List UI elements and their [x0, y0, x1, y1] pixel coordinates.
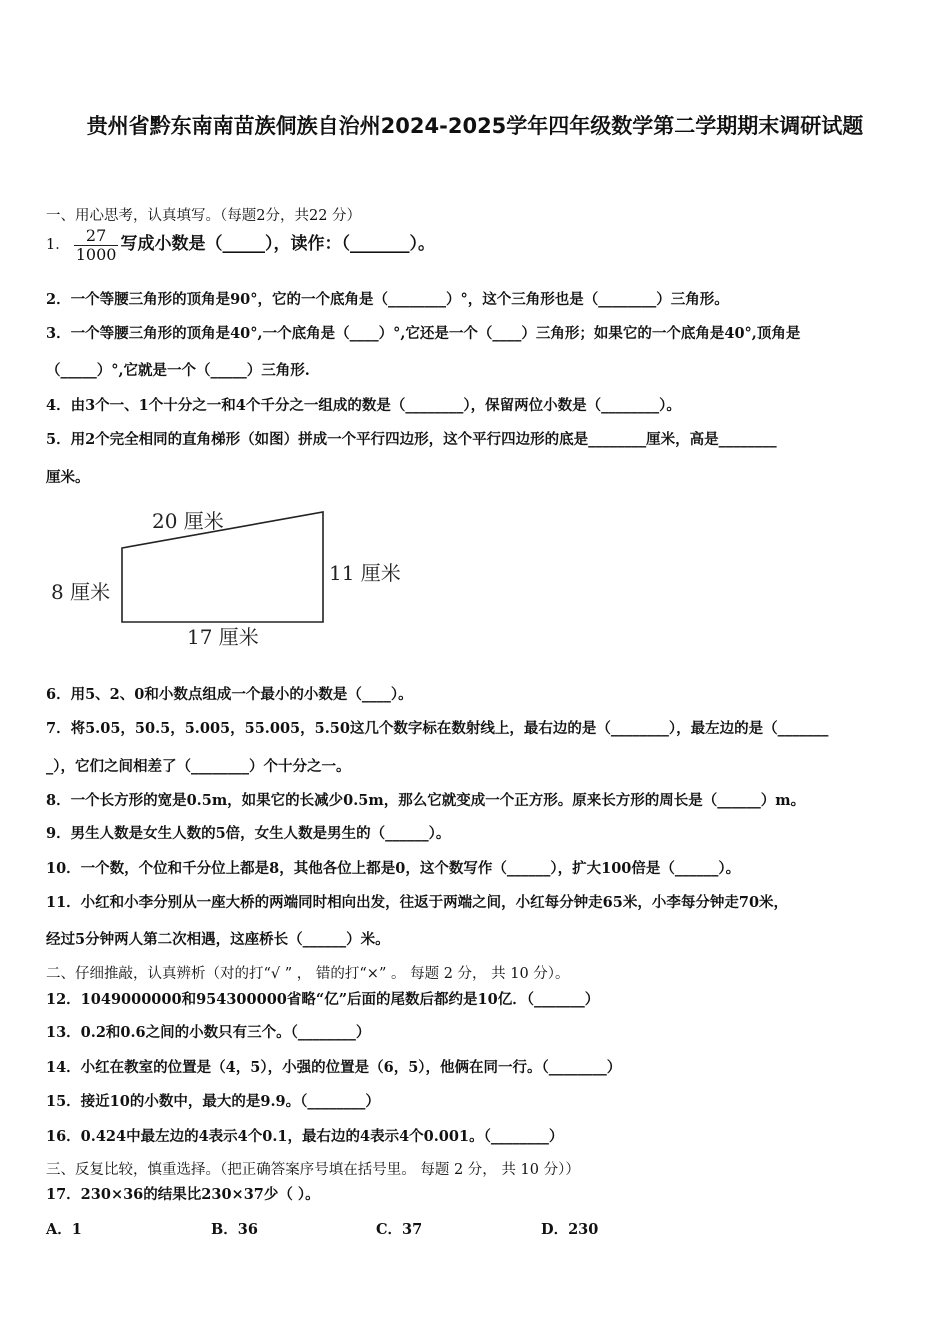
fraction-denominator: 1000	[75, 244, 117, 264]
fraction-numerator: 27	[74, 227, 119, 246]
top-label: 20 厘米	[152, 509, 224, 533]
question-15: 15．接近10的小数中，最大的是9.9。（________）	[46, 1093, 380, 1110]
section3-heading: 三、反复比较，慎重选择。（把正确答案序号填在括号里。 每题 2 分， 共 10 分））	[46, 1162, 580, 1178]
question-5-line2: 厘米。	[46, 469, 90, 486]
question-17: 17．230×36的结果比230×37少（ ）。	[46, 1186, 320, 1203]
question-5-line1: 5．用2个完全相同的直角梯形（如图）拼成一个平行四边形，这个平行四边形的底是________厘米，高是________	[46, 431, 777, 448]
question-9: 9．男生人数是女生人数的5倍，女生人数是男生的（______）。	[46, 825, 451, 842]
question-17-options	[46, 1218, 706, 1239]
question-11-line2: 经过5分钟两人第二次相遇，这座桥长（______）米。	[46, 931, 390, 948]
question-3-line1: 3．一个等腰三角形的顶角是40°,一个底角是（____）°,它还是一个（____）三角形；如果它的一个底角是40°,顶角是	[46, 325, 801, 342]
question-2: 2．一个等腰三角形的顶角是90°，它的一个底角是（________）°，这个三角形也是（________）三角形。	[46, 291, 729, 308]
trapezoid-figure	[45, 500, 425, 660]
fraction	[74, 227, 119, 264]
question-6: 6．用5、2、0和小数点组成一个最小的小数是（____）。	[46, 686, 413, 703]
question-12: 12．1049000000和954300000省略“亿”后面的尾数后都约是10亿．（_______）	[46, 991, 600, 1008]
question-10: 10．一个数，个位和千分位上都是8，其他各位上都是0，这个数写作（______），扩大100倍是（______）。	[46, 860, 741, 877]
page-title: 贵州省黔东南南苗族侗族自治州2024-2025学年四年级数学第二学期期末调研试题	[86, 114, 864, 138]
question-14: 14．小红在教室的位置是（4，5），小强的位置是（6，5），他俩在同一行。（________）	[46, 1059, 622, 1076]
question-7-line1: 7．将5.05，50.5，5.005，55.005，5.50这几个数字标在数射线上，最右边的是（________），最左边的是（_______	[46, 720, 829, 737]
option-a: A．1	[46, 1221, 82, 1238]
right-label: 11 厘米	[329, 561, 401, 585]
question-3-line2: （_____）°,它就是一个（_____）三角形.	[46, 362, 310, 379]
question-11-line1: 11．小红和小李分别从一座大桥的两端同时相向出发，往返于两端之间，小红每分钟走65米，小李每分钟走70米，	[46, 894, 789, 911]
section2-heading: 二、仔细推敲，认真辨析（对的打“√ ” ， 错的打“×” 。 每题 2 分， 共 10 分）。	[46, 966, 570, 982]
option-b: B．36	[211, 1221, 258, 1238]
option-c: C．37	[376, 1221, 423, 1238]
left-label: 8 厘米	[51, 580, 111, 604]
question-16: 16．0.424中最左边的4表示4个0.1，最右边的4表示4个0.001。（________）	[46, 1128, 564, 1145]
section1-heading: 一、用心思考，认真填写。（每题2分，共22 分）	[46, 208, 362, 224]
question-1	[46, 224, 435, 264]
q1-text: 写成小数是（_____），读作：（_______）。	[120, 234, 435, 254]
option-d: D．230	[541, 1221, 599, 1238]
question-8: 8．一个长方形的宽是0.5m，如果它的长减少0.5m，那么它就变成一个正方形。原来长方形的周长是（______）m。	[46, 792, 806, 809]
question-4: 4．由3个一、1个十分之一和4个千分之一组成的数是（________），保留两位小数是（________）。	[46, 397, 681, 414]
q1-prefix: 1．	[46, 237, 70, 253]
question-13: 13．0.2和0.6之间的小数只有三个。（________）	[46, 1024, 371, 1041]
bottom-label: 17 厘米	[187, 625, 259, 649]
question-7-line2: _），它们之间相差了（________）个十分之一。	[46, 758, 351, 775]
